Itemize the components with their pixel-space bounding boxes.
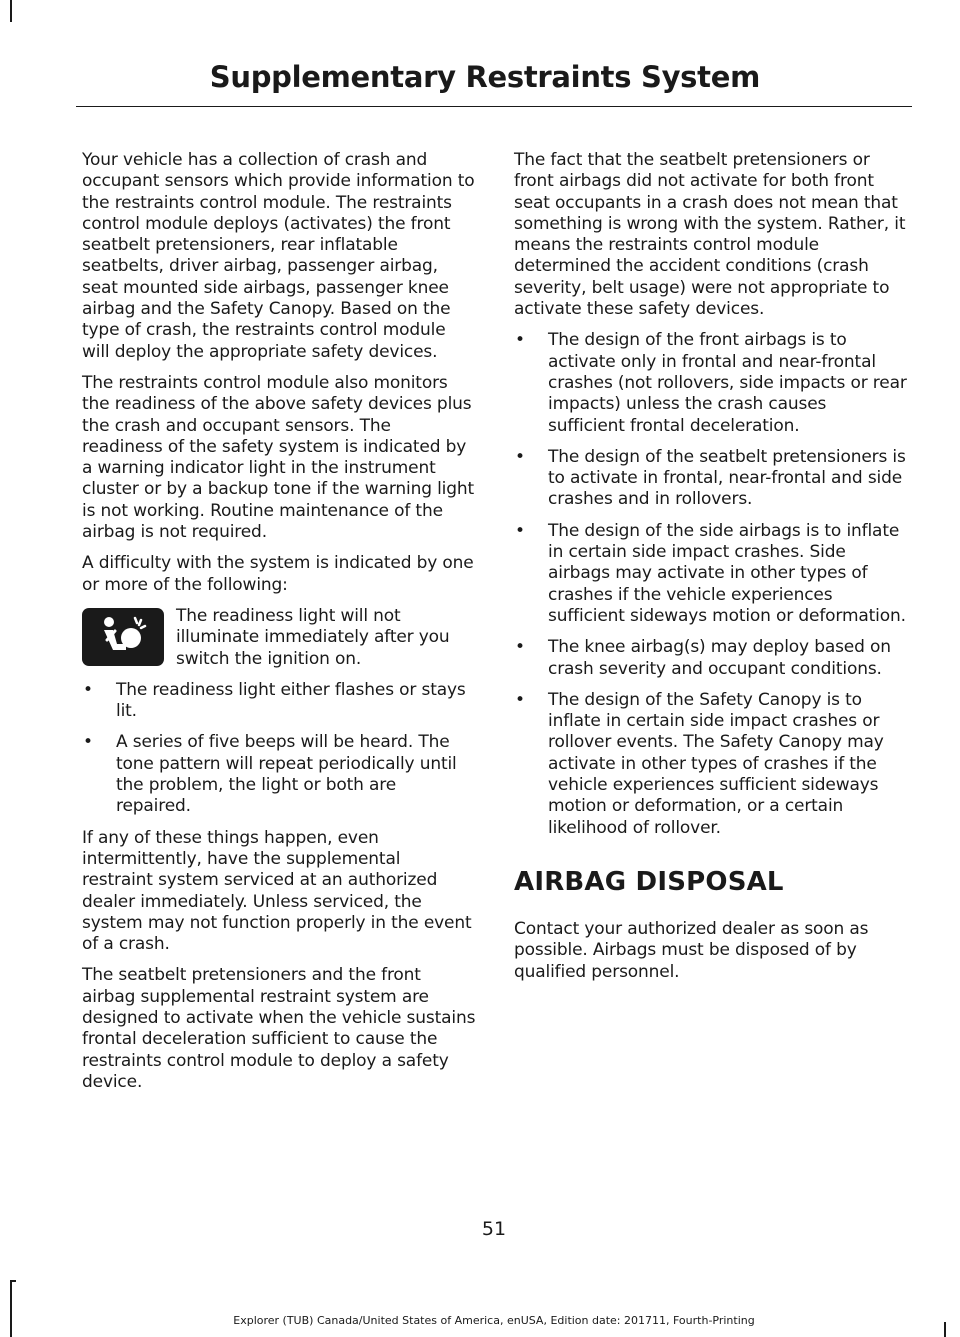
list-item: • The design of the side airbags is to inflate in certain side impact crashes. Side airbags may activate in other types of crashes if the vehicle experiences sufficient sideways motion or deformation.	[514, 521, 908, 627]
service-paragraph: If any of these things happen, even intermittently, have the supplemental restraint system serviced at an authorized dealer immediately. Unless serviced, the system may not function properly in the event of a crash.	[82, 827, 472, 955]
intro-paragraph: Your vehicle has a collection of crash and occupant sensors which provide information to the restraints control module. The restraints control module deploys (activates) the front seatbelt pretensioners, rear inflatable seatbelts, driver airbag, passenger airbag, seat mounted side airbags, passenger knee airbag and the Safety Canopy. Based on the type of crash, the restraints control module will deploy the appropriate safety devices.	[82, 150, 475, 362]
activation-paragraph: The seatbelt pretensioners and the front airbag supplemental restraint system are designed to activate when the vehicle sustains frontal deceleration sufficient to cause the restraints control module to deploy a safety device.	[82, 965, 476, 1092]
monitoring-paragraph: The restraints control module also monitors the readiness of the above safety devices plus the crash and occupant sensors. The readiness of the safety system is indicated by a warning indicator light in the instrument cluster or by a backup tone if the warning light is not working. Routine maintenance of the airbag is not required.	[82, 372, 475, 543]
crop-mark-bottom-left-h	[10, 1280, 16, 1282]
right-column	[514, 150, 908, 993]
footer-note: Explorer (TUB) Canada/United States of America, enUSA, Edition date: 201711, Fourth-Printing	[233, 1314, 755, 1327]
section-heading: AIRBAG DISPOSAL	[514, 866, 784, 897]
readiness-light-row	[82, 606, 476, 670]
disposal-paragraph: Contact your authorized dealer as soon as possible. Airbags must be disposed of by qualified personnel.	[514, 918, 869, 982]
list-item: • The readiness light either flashes or stays lit.	[82, 680, 476, 723]
page-number: 51	[481, 1218, 507, 1240]
design-list	[514, 330, 908, 839]
crop-mark-bottom-left-v	[10, 1280, 12, 1337]
header-divider	[76, 106, 912, 107]
left-column	[82, 150, 476, 1103]
list-item: • The design of the Safety Canopy is to inflate in certain side impact crashes or rollover events. The Safety Canopy may activate in other types of crashes if the vehicle experiences sufficient sideways motion or deformation, or a certain likelihood of rollover.	[514, 690, 908, 839]
non-activation-paragraph: The fact that the seatbelt pretensioners or front airbags did not activate for both front seat occupants in a crash does not mean that something is wrong with the system. Rather, it means the restraints control module determined the accident conditions (crash severity, belt usage) were not appropriate to activate these safety devices.	[514, 150, 906, 320]
list-item: • The knee airbag(s) may deploy based on crash severity and occupant conditions.	[514, 637, 908, 680]
list-item: • The design of the seatbelt pretensioners is to activate in frontal, near-frontal and side crashes and in rollovers.	[514, 447, 908, 511]
crop-mark-top-left-v	[10, 0, 12, 22]
list-item: • The design of the front airbags is to activate only in frontal and near-frontal crashes (not rollovers, side impacts or rear impacts) unless the crash causes sufficient frontal deceleration.	[514, 330, 908, 436]
symptom-list	[82, 680, 476, 818]
airbag-warning-icon	[82, 608, 164, 666]
difficulty-paragraph: A difficulty with the system is indicated by one or more of the following:	[82, 553, 474, 595]
page-title: Supplementary Restraints System	[209, 60, 760, 94]
readiness-light-caption: The readiness light will not illuminate immediately after you switch the ignition on.	[176, 605, 450, 669]
list-item: • A series of five beeps will be heard. The tone pattern will repeat periodically until the problem, the light or both are repaired.	[82, 732, 476, 817]
